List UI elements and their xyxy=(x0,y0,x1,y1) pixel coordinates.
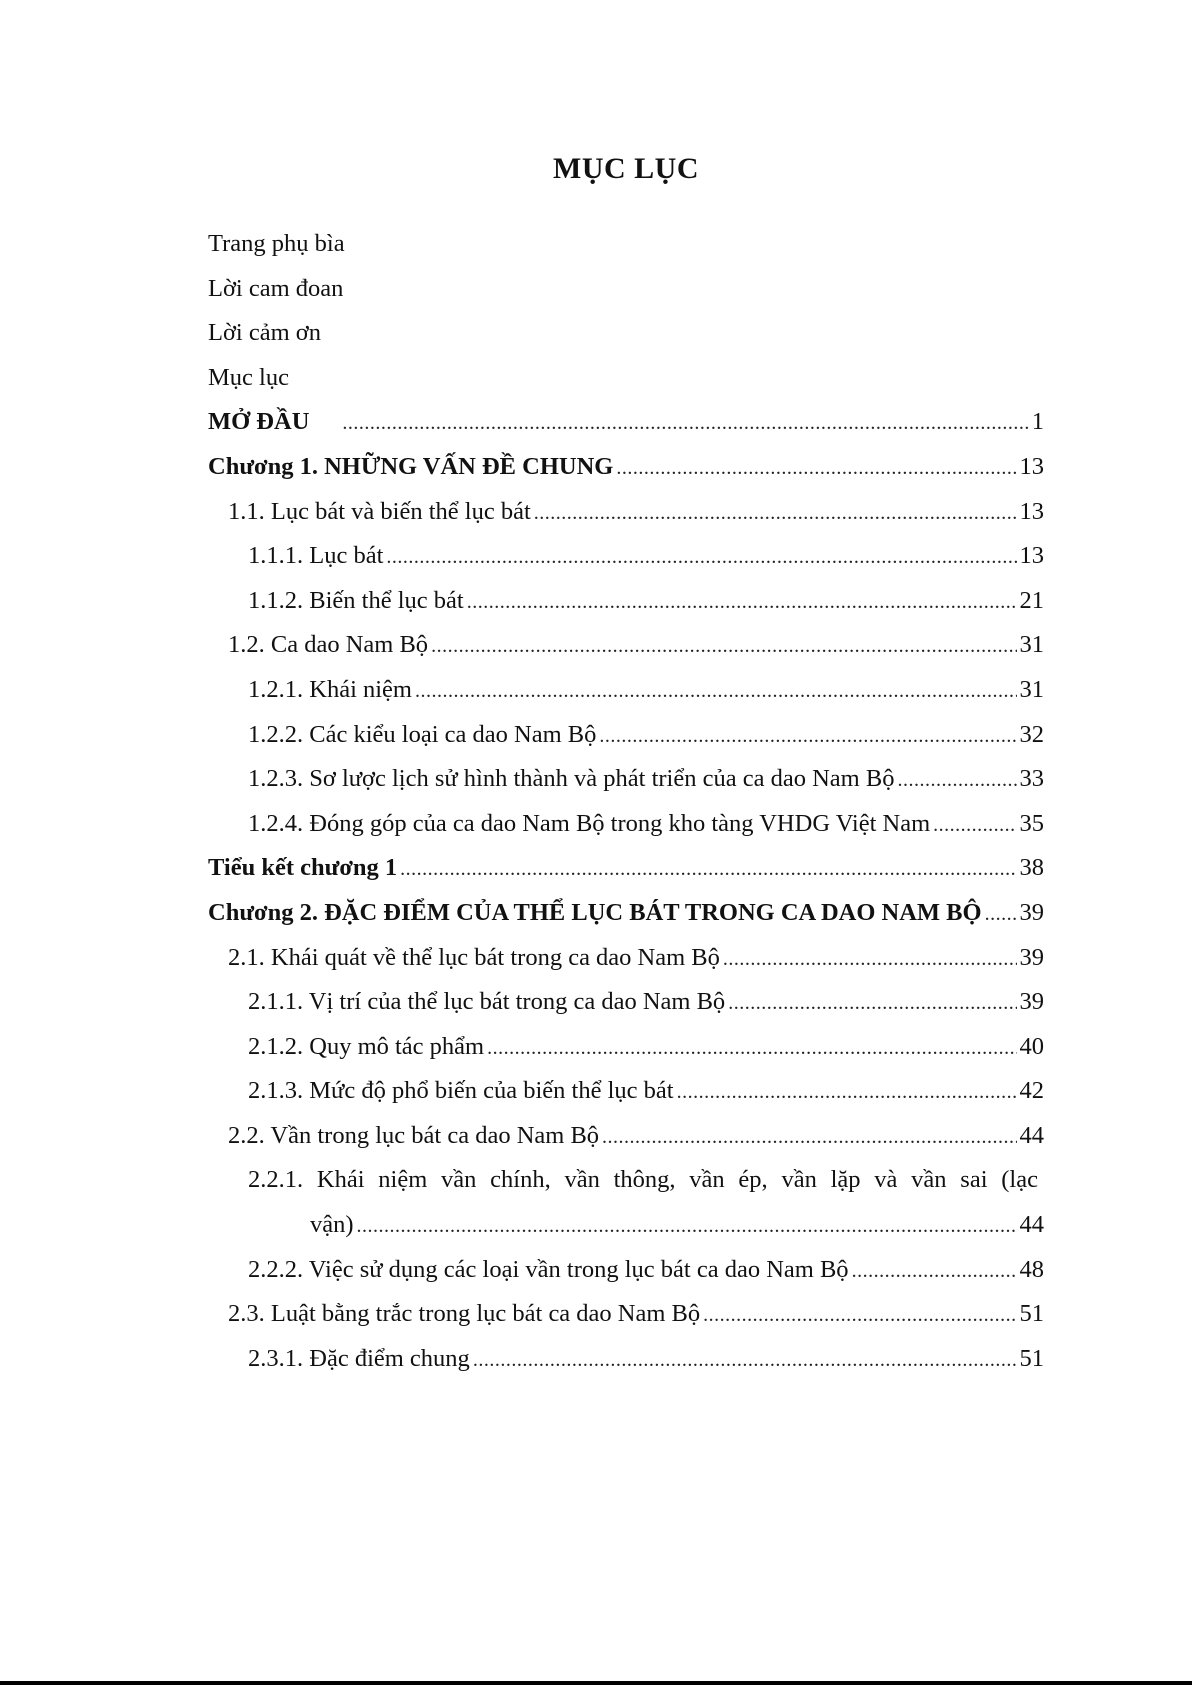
toc-label: 2.1.1. Vị trí của thể lục bát trong ca dao Nam Bộ xyxy=(248,988,726,1016)
dot-leader xyxy=(534,491,1017,536)
toc-page-number: 13 xyxy=(1019,542,1044,570)
toc-front-matter xyxy=(208,267,1044,312)
toc-entry xyxy=(208,891,1044,936)
toc-page-number: 44 xyxy=(1019,1211,1044,1239)
toc-entry xyxy=(208,1337,1044,1382)
toc-label: 2.1. Khái quát về thể lục bát trong ca dao Nam Bộ xyxy=(228,943,720,971)
dot-leader xyxy=(852,1249,1017,1294)
toc-page-number: 48 xyxy=(1019,1255,1044,1283)
toc-entry-wrapped xyxy=(208,1158,1044,1247)
toc-entry xyxy=(208,668,1044,713)
toc-label: 1.2.2. Các kiểu loại ca dao Nam Bộ xyxy=(248,720,597,748)
page-title: MỤC LỤC xyxy=(553,152,699,185)
toc-page-number: 39 xyxy=(1019,943,1044,971)
toc-page-number: 38 xyxy=(1019,854,1044,882)
toc-entry xyxy=(208,980,1044,1025)
toc-page-number: 51 xyxy=(1019,1300,1044,1328)
toc-label: 2.2.2. Việc sử dụng các loại vần trong lục bát ca dao Nam Bộ xyxy=(248,1255,849,1283)
toc-label: Tiểu kết chương 1 xyxy=(208,854,398,882)
dot-leader xyxy=(599,714,1016,759)
dot-leader xyxy=(415,669,1017,714)
toc-label: 1.2.3. Sơ lược lịch sử hình thành và phát triển của ca dao Nam Bộ xyxy=(248,765,895,793)
toc-label: 2.1.3. Mức độ phổ biến của biến thể lục bát xyxy=(248,1077,674,1105)
toc-page-number: 1 xyxy=(1031,408,1044,436)
toc-page-number: 13 xyxy=(1019,497,1044,525)
toc-entry xyxy=(208,623,1044,668)
dot-leader xyxy=(933,803,1016,848)
toc-entry xyxy=(208,802,1044,847)
toc-entry xyxy=(208,1248,1044,1293)
toc-page-number: 21 xyxy=(1019,586,1044,614)
dot-leader xyxy=(703,1293,1016,1338)
dot-leader xyxy=(897,758,1016,803)
table-of-contents xyxy=(208,222,1044,1381)
toc-label: Chương 1. NHỮNG VẤN ĐỀ CHUNG xyxy=(208,452,614,480)
dot-leader xyxy=(467,580,1017,625)
toc-page-number: 35 xyxy=(1019,809,1044,837)
dot-leader xyxy=(487,1026,1016,1071)
toc-label: 2.3.1. Đặc điểm chung xyxy=(248,1344,470,1372)
toc-front-matter xyxy=(208,222,1044,267)
toc-front-matter xyxy=(208,311,1044,356)
toc-label: Lời cam đoan xyxy=(208,274,344,302)
dot-leader xyxy=(985,892,1017,937)
dot-leader xyxy=(677,1070,1017,1115)
toc-entry xyxy=(208,1069,1044,1114)
toc-entry xyxy=(208,534,1044,579)
dot-leader xyxy=(723,937,1017,982)
dot-leader xyxy=(616,446,1016,491)
toc-label: 2.3. Luật bằng trắc trong lục bát ca dao Nam Bộ xyxy=(228,1300,701,1328)
toc-entry xyxy=(208,713,1044,758)
toc-label: 1.2.4. Đóng góp của ca dao Nam Bộ trong kho tàng VHDG Việt Nam xyxy=(248,809,931,837)
toc-label: 2.2.1. Khái niệm vần chính, vần thông, vần ép, vần lặp và vần sai (lạc xyxy=(248,1166,1038,1194)
toc-page-number: 32 xyxy=(1019,720,1044,748)
dot-leader xyxy=(342,401,1028,446)
dot-leader xyxy=(473,1338,1017,1383)
toc-entry xyxy=(208,445,1044,490)
toc-entry xyxy=(208,757,1044,802)
dot-leader xyxy=(728,981,1016,1026)
toc-entry xyxy=(208,1025,1044,1070)
toc-entry xyxy=(208,1292,1044,1337)
toc-label: 2.2. Vần trong lục bát ca dao Nam Bộ xyxy=(228,1121,600,1149)
toc-label: Trang phụ bìa xyxy=(208,230,345,257)
toc-label: Mục lục xyxy=(208,363,289,391)
dot-leader xyxy=(386,535,1016,580)
toc-page-number: 44 xyxy=(1019,1121,1044,1149)
toc-label: 1.1. Lục bát và biến thể lục bát xyxy=(228,497,531,525)
toc-page-number: 42 xyxy=(1019,1077,1044,1105)
toc-page-number: 39 xyxy=(1019,988,1044,1016)
dot-leader xyxy=(431,624,1016,669)
toc-label: 1.1.2. Biến thể lục bát xyxy=(248,586,464,614)
toc-page-number: 13 xyxy=(1019,452,1044,480)
toc-entry xyxy=(208,400,1044,445)
toc-label: 1.1.1. Lục bát xyxy=(248,542,384,570)
dot-leader xyxy=(400,847,1016,892)
toc-entry xyxy=(208,490,1044,535)
dot-leader xyxy=(602,1115,1016,1160)
toc-label: Lời cảm ơn xyxy=(208,319,321,347)
toc-front-matter xyxy=(208,356,1044,401)
toc-entry xyxy=(208,936,1044,981)
toc-label: 1.2. Ca dao Nam Bộ xyxy=(228,631,429,659)
toc-page-number: 33 xyxy=(1019,765,1044,793)
toc-page-number: 51 xyxy=(1019,1344,1044,1372)
bottom-border xyxy=(0,1681,1192,1685)
toc-label: 1.2.1. Khái niệm xyxy=(248,675,412,703)
toc-page-number: 39 xyxy=(1019,898,1044,926)
toc-page-number: 40 xyxy=(1019,1032,1044,1060)
dot-leader xyxy=(357,1204,1017,1249)
toc-page-number: 31 xyxy=(1019,631,1044,659)
toc-label: Chương 2. ĐẶC ĐIỂM CỦA THỂ LỤC BÁT TRONG CA DAO NAM BỘ xyxy=(208,898,982,926)
toc-entry xyxy=(208,1114,1044,1159)
toc-entry xyxy=(208,579,1044,624)
toc-label-continued: vận) xyxy=(310,1211,354,1239)
toc-page-number: 31 xyxy=(1019,675,1044,703)
toc-entry xyxy=(208,846,1044,891)
toc-label: MỞ ĐẦU xyxy=(208,408,310,436)
toc-label: 2.1.2. Quy mô tác phẩm xyxy=(248,1032,485,1060)
